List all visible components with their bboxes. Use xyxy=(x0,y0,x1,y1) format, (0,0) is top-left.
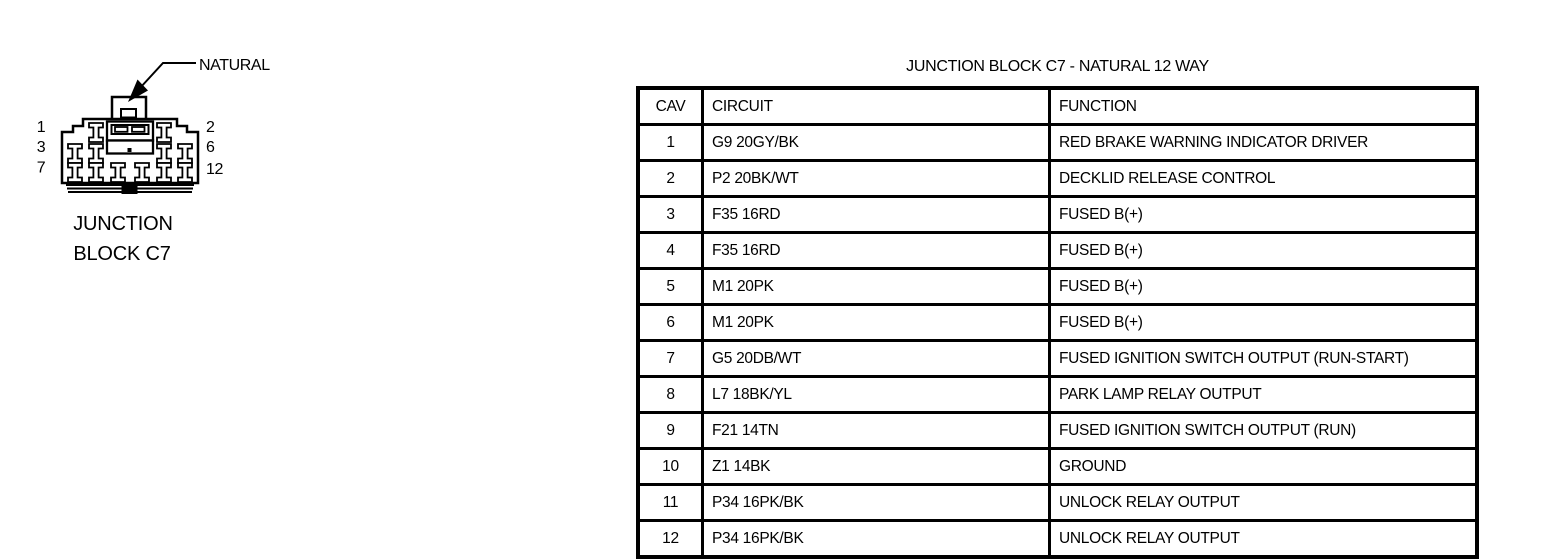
table-row xyxy=(638,305,1477,341)
table-row xyxy=(638,377,1477,413)
pin-label-1: 1 xyxy=(36,119,46,136)
table-header-row xyxy=(638,88,1477,125)
circuit-cell: P34 16PK/BK xyxy=(703,485,1050,521)
latch-bar-right-icon xyxy=(132,127,145,132)
circuit-cell: Z1 14BK xyxy=(703,449,1050,485)
header-circuit: CIRCUIT xyxy=(703,88,1050,125)
cav-cell: 9 xyxy=(638,413,703,449)
cav-cell: 2 xyxy=(638,161,703,197)
circuit-cell: M1 20PK xyxy=(703,305,1050,341)
cav-cell: 7 xyxy=(638,341,703,377)
cav-cell: 11 xyxy=(638,485,703,521)
connector-diagram xyxy=(0,0,300,300)
table-row xyxy=(638,125,1477,161)
connector-caption-line2: BLOCK C7 xyxy=(73,243,171,265)
pinout-table-body xyxy=(638,125,1477,558)
bottom-lock-tab xyxy=(122,182,138,194)
function-cell: UNLOCK RELAY OUTPUT xyxy=(1050,521,1478,558)
pinout-table xyxy=(636,86,1479,559)
pin-label-2: 2 xyxy=(206,119,215,136)
cav-cell: 8 xyxy=(638,377,703,413)
function-cell: DECKLID RELEASE CONTROL xyxy=(1050,161,1478,197)
circuit-cell: P2 20BK/WT xyxy=(703,161,1050,197)
function-cell: GROUND xyxy=(1050,449,1478,485)
function-cell: FUSED B(+) xyxy=(1050,197,1478,233)
function-cell: UNLOCK RELAY OUTPUT xyxy=(1050,485,1478,521)
function-cell: FUSED IGNITION SWITCH OUTPUT (RUN) xyxy=(1050,413,1478,449)
circuit-cell: L7 18BK/YL xyxy=(703,377,1050,413)
table-row xyxy=(638,161,1477,197)
pin-label-3: 3 xyxy=(36,139,46,156)
pin-label-6: 6 xyxy=(206,139,215,156)
cav-cell: 1 xyxy=(638,125,703,161)
function-cell: RED BRAKE WARNING INDICATOR DRIVER xyxy=(1050,125,1478,161)
pin-label-12: 12 xyxy=(206,161,223,178)
function-cell: PARK LAMP RELAY OUTPUT xyxy=(1050,377,1478,413)
connector-caption-line1: JUNCTION xyxy=(73,213,173,235)
function-cell: FUSED B(+) xyxy=(1050,269,1478,305)
table-row xyxy=(638,521,1477,558)
cav-cell: 4 xyxy=(638,233,703,269)
table-row xyxy=(638,341,1477,377)
connector-color-label: NATURAL xyxy=(199,57,270,74)
circuit-cell: M1 20PK xyxy=(703,269,1050,305)
cav-cell: 6 xyxy=(638,305,703,341)
latch-bar-left-icon xyxy=(115,127,128,132)
pin-label-7: 7 xyxy=(36,159,46,177)
header-cav: CAV xyxy=(638,88,703,125)
table-row xyxy=(638,233,1477,269)
circuit-cell: F21 14TN xyxy=(703,413,1050,449)
table-row xyxy=(638,449,1477,485)
header-function: FUNCTION xyxy=(1050,88,1478,125)
cav-cell: 5 xyxy=(638,269,703,305)
table-row xyxy=(638,413,1477,449)
function-cell: FUSED IGNITION SWITCH OUTPUT (RUN-START) xyxy=(1050,341,1478,377)
circuit-cell: F35 16RD xyxy=(703,233,1050,269)
table-title: JUNCTION BLOCK C7 - NATURAL 12 WAY xyxy=(906,58,1209,75)
natural-leader-line xyxy=(140,63,196,88)
circuit-cell: F35 16RD xyxy=(703,197,1050,233)
table-row xyxy=(638,485,1477,521)
circuit-cell: G5 20DB/WT xyxy=(703,341,1050,377)
function-cell: FUSED B(+) xyxy=(1050,305,1478,341)
circuit-cell: G9 20GY/BK xyxy=(703,125,1050,161)
circuit-cell: P34 16PK/BK xyxy=(703,521,1050,558)
latch-tab-window-icon xyxy=(121,109,136,118)
cav-cell: 3 xyxy=(638,197,703,233)
function-cell: FUSED B(+) xyxy=(1050,233,1478,269)
cav-cell: 12 xyxy=(638,521,703,558)
cav-cell: 10 xyxy=(638,449,703,485)
table-row xyxy=(638,197,1477,233)
table-row xyxy=(638,269,1477,305)
center-key-dot xyxy=(128,148,132,152)
